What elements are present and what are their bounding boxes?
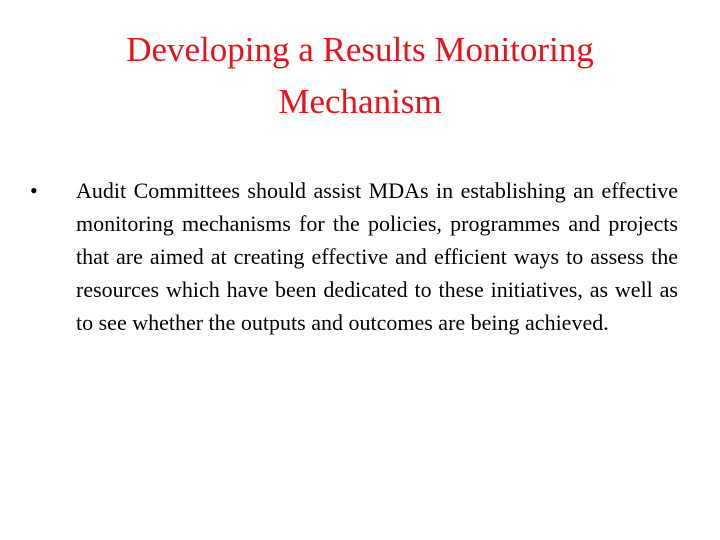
slide-title [40, 24, 680, 128]
bullet-text: Audit Committees should assist MDAs in establishing an effective monitoring mechanisms for the policies, programmes and projects that are aimed at creating effective and efficient ways to assess the resources which have been dedicated to these initiatives, as well as to see whether the outputs and outcomes are being achieved. [76, 178, 678, 335]
bullet-list [30, 174, 678, 339]
bullet-item [30, 174, 678, 339]
slide-title-line-2: Mechanism [278, 82, 442, 121]
slide-title-line-1: Developing a Results Monitoring [126, 30, 594, 69]
bullet-marker: • [30, 178, 38, 203]
